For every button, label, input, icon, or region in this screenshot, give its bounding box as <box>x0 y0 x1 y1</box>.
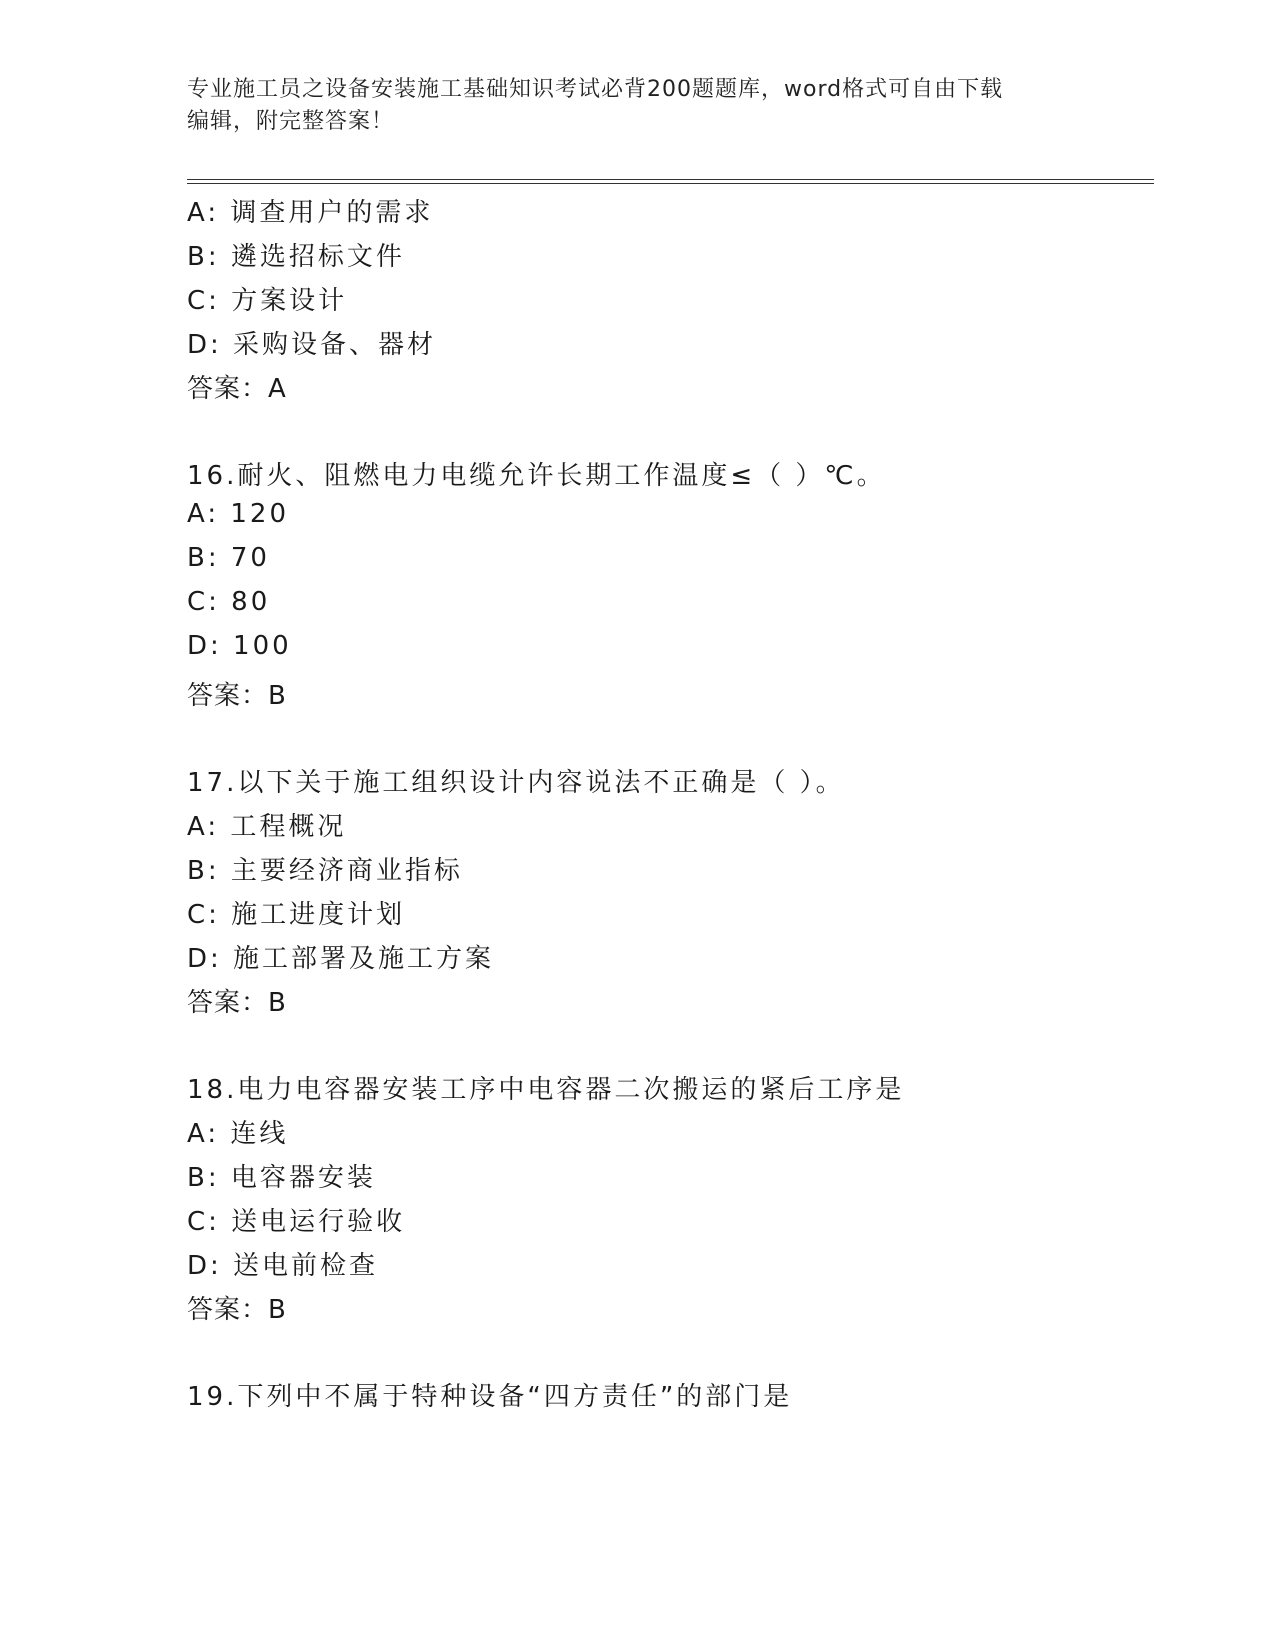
q18-option-d: D: 送电前检查 <box>187 1251 379 1281</box>
q15-option-c: C: 方案设计 <box>187 286 348 316</box>
header-line-1: 专业施工员之设备安装施工基础知识考试必背200题题库，word格式可自由下载 <box>187 77 1004 102</box>
q16-question: 16.耐火、阻燃电力电缆允许长期工作温度≤（ ）℃。 <box>187 461 886 491</box>
q15-option-a: A: 调查用户的需求 <box>187 198 434 228</box>
q17-option-c: C: 施工进度计划 <box>187 900 406 930</box>
q16-option-b: B: 70 <box>187 543 270 573</box>
q16-option-d: D: 100 <box>187 631 292 661</box>
q15-answer: 答案：A <box>187 374 287 404</box>
q18-answer: 答案：B <box>187 1295 287 1325</box>
q18-option-c: C: 送电运行验收 <box>187 1207 406 1237</box>
q16-option-a: A: 120 <box>187 499 289 529</box>
q17-option-d: D: 施工部署及施工方案 <box>187 944 495 974</box>
q19-question: 19.下列中不属于特种设备“四方责任”的部门是 <box>187 1382 793 1412</box>
q16-option-c: C: 80 <box>187 587 271 617</box>
q17-option-b: B: 主要经济商业指标 <box>187 856 463 886</box>
q17-question: 17.以下关于施工组织设计内容说法不正确是（ ）。 <box>187 768 845 798</box>
q15-option-d: D: 采购设备、器材 <box>187 330 437 360</box>
q15-option-b: B: 遴选招标文件 <box>187 242 405 272</box>
header-line-2: 编辑，附完整答案！ <box>187 109 395 134</box>
q16-answer: 答案：B <box>187 681 287 711</box>
q17-answer: 答案：B <box>187 988 287 1018</box>
document-header <box>187 74 1067 138</box>
q18-question: 18.电力电容器安装工序中电容器二次搬运的紧后工序是 <box>187 1075 905 1105</box>
q17-option-a: A: 工程概况 <box>187 812 347 842</box>
q18-option-b: B: 电容器安装 <box>187 1163 376 1193</box>
q18-option-a: A: 连线 <box>187 1119 289 1149</box>
header-divider-bottom <box>187 183 1154 184</box>
header-divider-top <box>187 179 1154 180</box>
